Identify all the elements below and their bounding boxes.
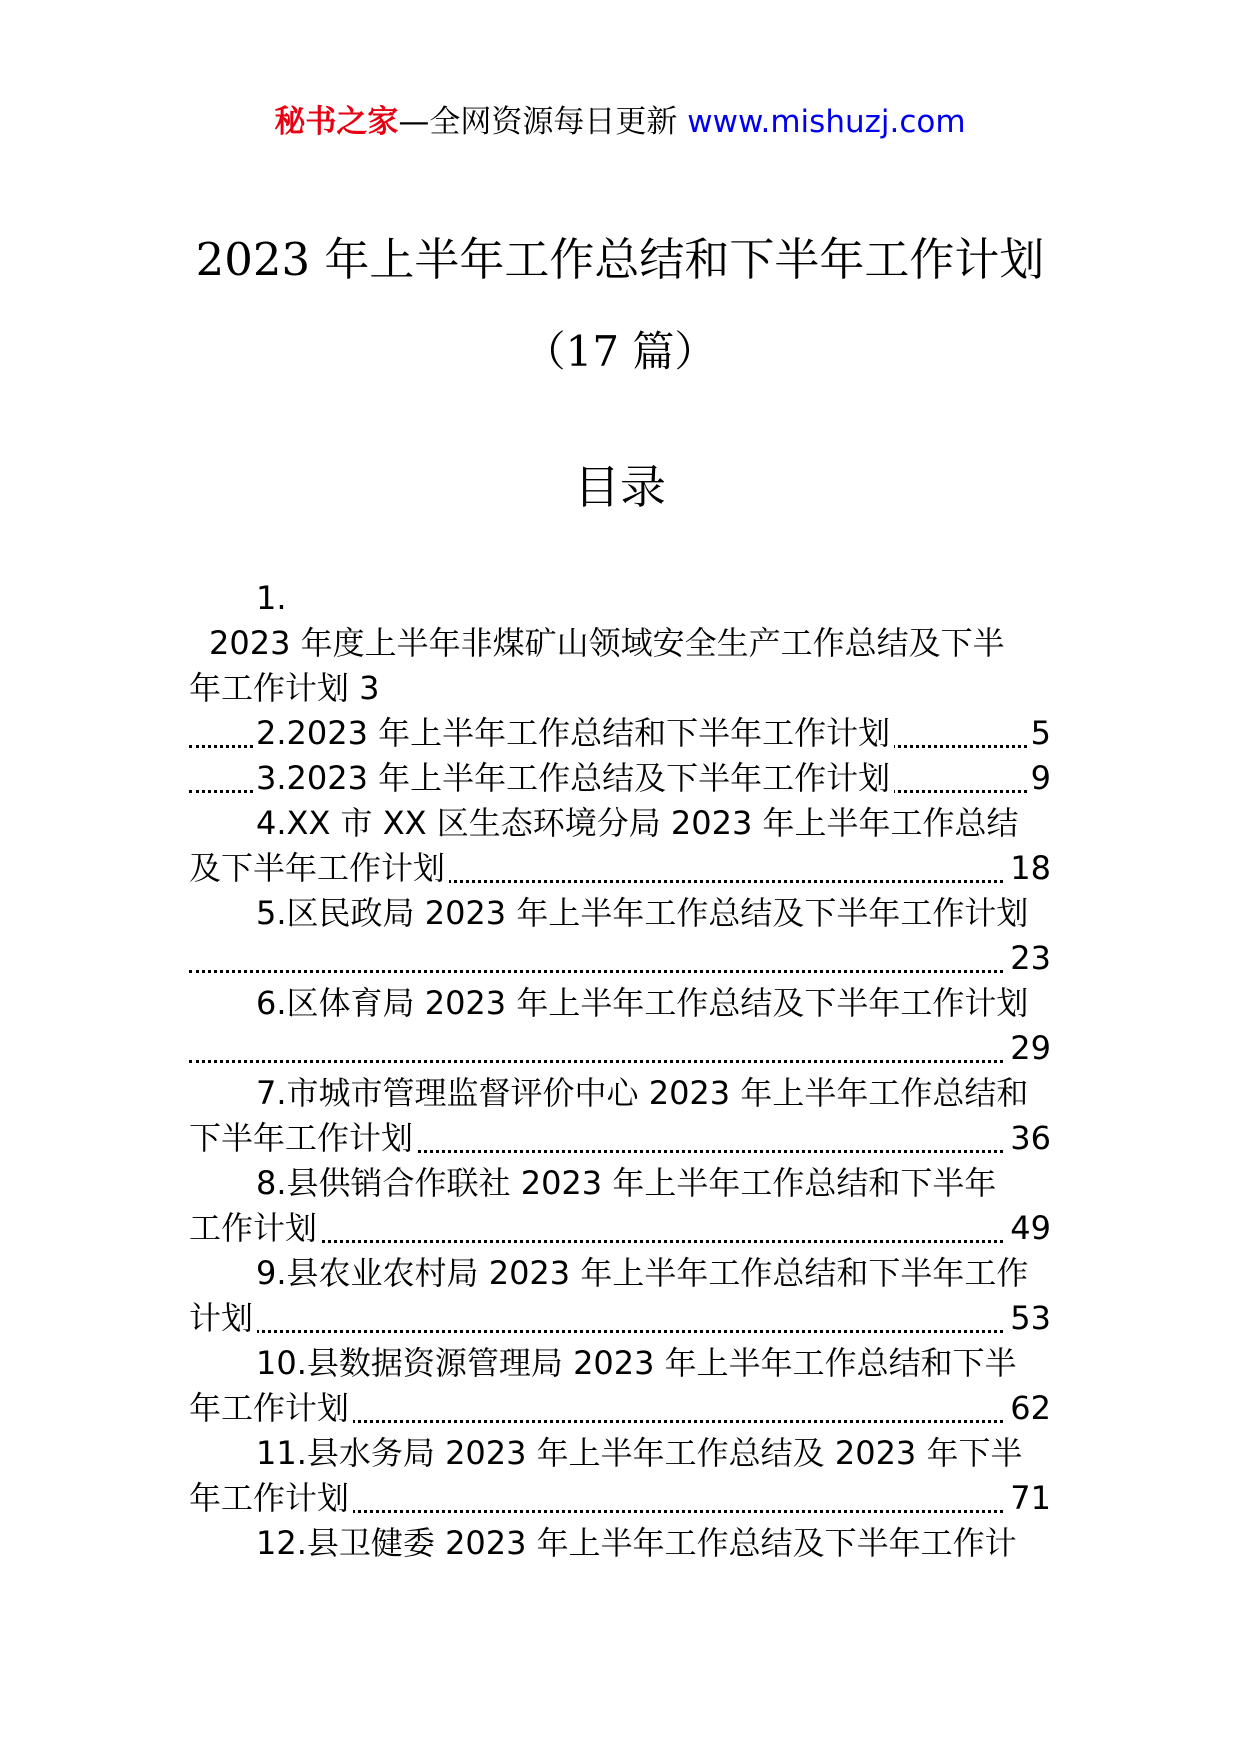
toc-entry-12-line-1[interactable]: 12.县卫健委 2023 年上半年工作总结及下半年工作计 — [256, 1524, 1017, 1562]
toc-page-number: 53 — [1006, 1296, 1051, 1341]
toc-page-number: 5 — [1027, 711, 1051, 756]
header-banner — [0, 100, 1240, 144]
toc-entry-7-line-1[interactable]: 7.市城市管理监督评价中心 2023 年上半年工作总结和 — [256, 1074, 1029, 1112]
toc-entry-11-line-2[interactable] — [189, 1476, 1051, 1521]
toc-entry-5-line-2[interactable] — [189, 936, 1051, 981]
toc-entry-4-line-2[interactable] — [189, 846, 1051, 891]
dot-leader — [189, 1330, 1051, 1333]
toc-page-number: 71 — [1006, 1476, 1051, 1521]
toc-page-number: 23 — [1006, 936, 1051, 981]
toc-entry-10-line-2[interactable] — [189, 1386, 1051, 1431]
toc-entry-4-line-1[interactable]: 4.XX 市 XX 区生态环境分局 2023 年上半年工作总结 — [256, 804, 1019, 842]
toc-page-number: 29 — [1006, 1026, 1051, 1071]
toc-heading: 目录 — [574, 460, 666, 514]
toc-page-number: 49 — [1006, 1206, 1051, 1251]
toc-entry-text: 工作计划 — [189, 1206, 321, 1251]
toc-entry-1-line-1[interactable]: 2023 年度上半年非煤矿山领域安全生产工作总结及下半 — [209, 624, 1005, 662]
toc-page-number: 36 — [1006, 1116, 1051, 1161]
dot-leader — [189, 970, 1051, 973]
banner-tagline: —全网资源每日更新 — [398, 104, 688, 140]
toc-entry-6-line-1[interactable]: 6.区体育局 2023 年上半年工作总结及下半年工作计划 — [256, 984, 1029, 1022]
toc-entry-6-line-2[interactable] — [189, 1026, 1051, 1071]
toc-page-number: 9 — [1027, 756, 1051, 801]
toc-entry-text: 3.2023 年上半年工作总结及下半年工作计划 — [256, 756, 894, 801]
toc-entry-text: 2.2023 年上半年工作总结和下半年工作计划 — [256, 711, 894, 756]
toc-entry-11-line-1[interactable]: 11.县水务局 2023 年上半年工作总结及 2023 年下半 — [256, 1434, 1023, 1472]
toc-entry-8-line-1[interactable]: 8.县供销合作联社 2023 年上半年工作总结和下半年 — [256, 1164, 997, 1202]
toc-entry-text: 计划 — [189, 1296, 257, 1341]
toc-entry-3[interactable] — [189, 756, 1051, 801]
document-subtitle: （17 篇） — [523, 327, 717, 376]
brand-name: 秘书之家 — [274, 104, 399, 140]
toc-entry-2[interactable] — [189, 711, 1051, 756]
toc-entry-7-line-2[interactable] — [189, 1116, 1051, 1161]
toc-entry-text: 年工作计划 — [189, 1386, 353, 1431]
toc-entry-text: 下半年工作计划 — [189, 1116, 417, 1161]
toc-entry-9-line-2[interactable] — [189, 1296, 1051, 1341]
toc-page-number: 62 — [1006, 1386, 1051, 1431]
toc-entry-10-line-1[interactable]: 10.县数据资源管理局 2023 年上半年工作总结和下半 — [256, 1344, 1017, 1382]
toc-entry-8-line-2[interactable] — [189, 1206, 1051, 1251]
toc-entry-text: 及下半年工作计划 — [189, 846, 449, 891]
toc-entry-1-number[interactable]: 1. — [256, 579, 287, 617]
toc-entry-1-line-2[interactable]: 年工作计划 3 — [189, 669, 380, 707]
banner-url-link[interactable]: www.mishuzj.com — [687, 104, 966, 140]
dot-leader — [189, 1060, 1051, 1063]
table-of-contents — [189, 576, 1051, 1566]
toc-entry-5-line-1[interactable]: 5.区民政局 2023 年上半年工作总结及下半年工作计划 — [256, 894, 1029, 932]
document-title: 2023 年上半年工作总结和下半年工作计划 — [195, 233, 1045, 286]
toc-entry-9-line-1[interactable]: 9.县农业农村局 2023 年上半年工作总结和下半年工作 — [256, 1254, 1029, 1292]
toc-entry-text: 年工作计划 — [189, 1476, 353, 1521]
toc-page-number: 18 — [1006, 846, 1051, 891]
